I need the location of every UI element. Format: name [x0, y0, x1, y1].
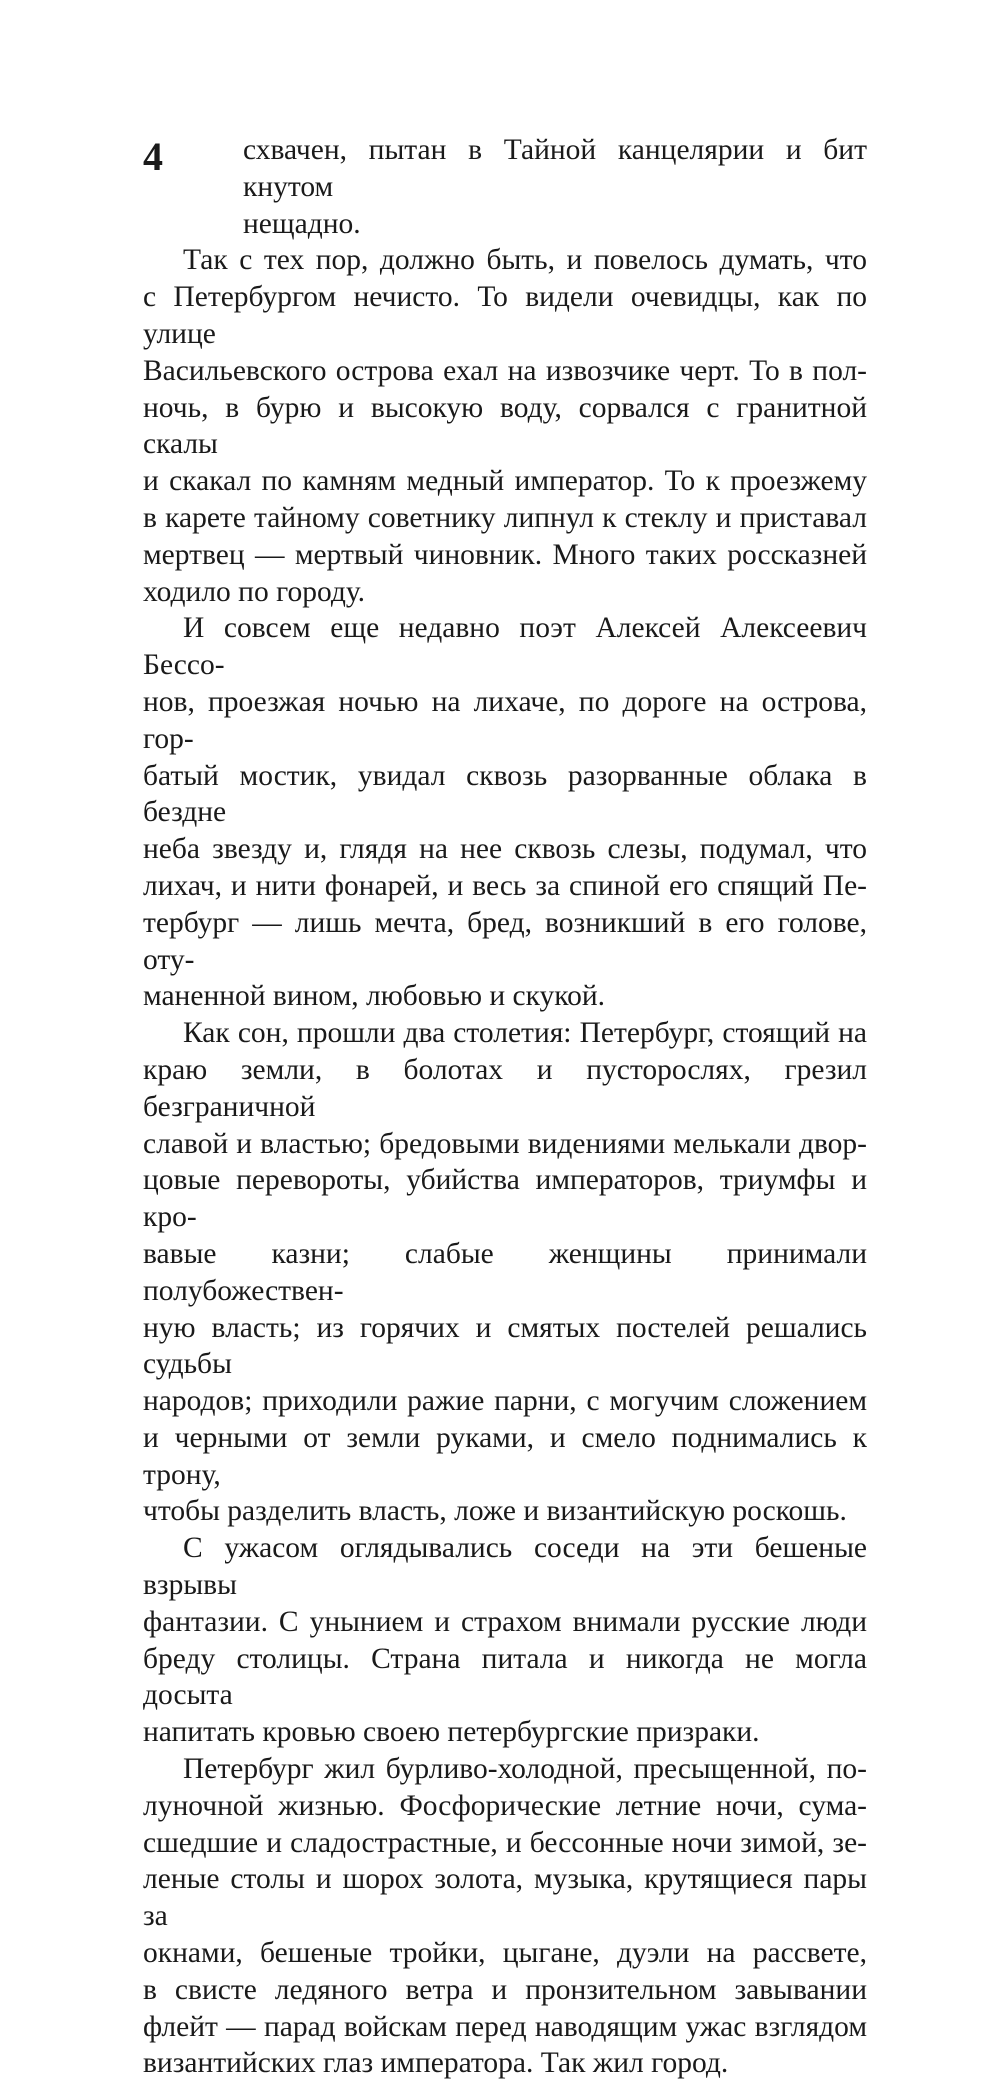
text-line: Как сон, прошли два столетия: Петербург, стоящий на: [183, 1017, 867, 1050]
text-line: в карете тайному советнику липнул к стеклу и приставал: [143, 501, 867, 534]
text-line: схвачен, пытан в Тайной канцелярии и бит кнутом: [243, 134, 867, 203]
page-number: 4: [143, 134, 163, 179]
text-line: лихач, и нити фонарей, и весь за спиной его спящий Пе-: [143, 869, 867, 902]
text-line: сшедшие и сладострастные, и бессонные ночи зимой, зе-: [143, 1826, 867, 1859]
text-line: и скакал по камням медный император. То к проезжему: [143, 465, 867, 498]
paragraph-3: [143, 610, 867, 1015]
text-line: фантазии. С унынием и страхом внимали русские люди: [143, 1605, 867, 1638]
text-line: народов; приходили ражие парни, с могучим сложением: [143, 1385, 867, 1418]
text-line: С ужасом оглядывались соседи на эти бешеные взрывы: [143, 1532, 867, 1602]
text-line: вавые казни; слабые женщины принимали полубожествен-: [143, 1237, 867, 1307]
text-line: краю земли, в болотах и пусторослях, грезил безграничной: [143, 1053, 867, 1123]
text-line: тербург — лишь мечта, бред, возникший в его голове, оту-: [143, 906, 867, 976]
text-line: Так с тех пор, должно быть, и повелось думать, что: [183, 244, 867, 277]
text-line: с Петербургом нечисто. То видели очевидцы, как по улице: [143, 281, 867, 350]
text-line: леные столы и шорох золота, музыка, крутящиеся пары за: [143, 1863, 867, 1933]
text-line: ходило по городу.: [143, 575, 366, 608]
text-line: Васильевского острова ехал на извозчике черт. То в пол-: [143, 354, 867, 387]
text-line: чтобы разделить власть, ложе и византийскую роскошь.: [143, 1495, 847, 1528]
text-line: в свисте ледяного ветра и пронзительном завывании: [143, 1973, 867, 2006]
paragraph-2: [143, 242, 867, 610]
text-line: луночной жизнью. Фосфорические летние ночи, сума-: [143, 1789, 867, 1822]
text-line: ночь, в бурю и высокую воду, сорвался с гранитной скалы: [143, 391, 867, 461]
text-line: славой и властью; бредовыми видениями мелькали двор-: [143, 1127, 867, 1160]
text-line: Петербург жил бурливо-холодной, пресыщенной, по-: [183, 1753, 867, 1786]
text-line: и черными от земли руками, и смело поднимались к трону,: [143, 1421, 867, 1491]
text-line: ную власть; из горячих и смятых постелей решались судьбы: [143, 1311, 867, 1381]
text-line: маненной вином, любовью и скукой.: [143, 980, 606, 1013]
paragraph-5: [143, 1530, 867, 1751]
paragraph-4: [143, 1015, 867, 1530]
text-line: цовые перевороты, убийства императоров, триумфы и кро-: [143, 1164, 867, 1234]
text-line: флейт — парад войскам перед наводящим ужас взглядом: [143, 2010, 867, 2043]
text-line: И совсем еще недавно поэт Алексей Алексеевич Бессо-: [143, 612, 867, 682]
text-line: византийских глаз императора. Так жил город.: [143, 2047, 729, 2080]
text-line: батый мостик, увидал сквозь разорванные облака в бездне: [143, 759, 867, 829]
text-line: мертвец — мертвый чиновник. Много таких россказней: [143, 538, 867, 571]
text-line: бреду столицы. Страна питала и никогда не могла досыта: [143, 1642, 867, 1712]
text-line: нещадно.: [243, 207, 361, 240]
body-text: [143, 132, 867, 2082]
paragraph-6: [143, 1751, 867, 2082]
paragraph-1: [143, 132, 867, 242]
text-line: окнами, бешеные тройки, цыгане, дуэли на рассвете,: [143, 1937, 867, 1970]
text-line: нов, проезжая ночью на лихаче, по дороге на острова, гор-: [143, 685, 867, 755]
text-line: напитать кровью своею петербургские призраки.: [143, 1716, 760, 1749]
text-line: неба звезду и, глядя на нее сквозь слезы, подумал, что: [143, 833, 867, 866]
